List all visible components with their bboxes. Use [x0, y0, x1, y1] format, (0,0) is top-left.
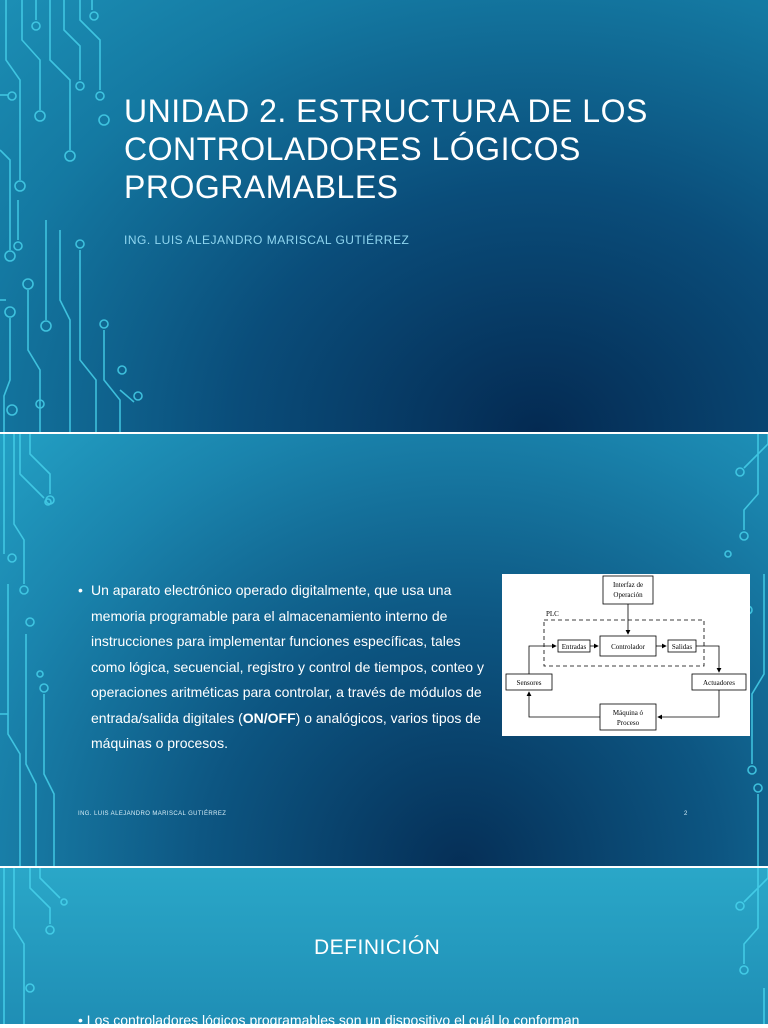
definition-paragraph — [78, 578, 488, 757]
outputs-label: Salidas — [671, 643, 693, 651]
machine-label-line1: Máquina ó — [612, 709, 644, 717]
slide-footer: ING. LUIS ALEJANDRO MARISCAL GUTIÉRREZ — [78, 811, 227, 817]
page-number: 2 — [684, 811, 688, 817]
slide-heading: DEFINICIÓN — [314, 936, 441, 959]
slide-title — [0, 0, 768, 432]
machine-label-line2: Proceso — [616, 719, 640, 727]
circuit-decoration-right — [688, 868, 768, 1024]
on-off-text: ON/OFF — [242, 709, 296, 726]
controller-label: Controlador — [611, 643, 645, 651]
slide-subtitle: ING. LUIS ALEJANDRO MARISCAL GUTIÉRREZ — [124, 233, 410, 247]
definition-text: Un aparato electrónico operado digitalmente, que usa una memoria programable para el almacenamiento interno de instrucciones para implementar funciones específicas, tales como lógica, secuencial, registro y control de tiempos, conteo y operaciones aritméticas para controlar, a través de módulos de entrada/salida digitales ( — [91, 582, 484, 726]
interface-label-line1: Interfaz de — [612, 581, 644, 589]
slide-title-heading: UNIDAD 2. ESTRUCTURA DE LOS CONTROLADORES LÓGICOS PROGRAMABLES — [124, 93, 648, 205]
sensors-label: Sensores — [516, 679, 542, 687]
actuators-label: Actuadores — [703, 679, 735, 687]
circuit-decoration-left — [0, 868, 80, 1024]
definition-paragraph: • Los controladores lógicos programables son un dispositivo el cuál lo conforman — [78, 1012, 580, 1028]
inputs-label: Entradas — [561, 643, 587, 651]
definition-text-end: ) o analógicos, varios tipos de máquinas o procesos. — [91, 709, 481, 751]
interface-label-line2: Operación — [613, 591, 643, 599]
slide-definition-nema — [0, 434, 768, 866]
bullet-icon: • — [78, 582, 83, 598]
circuit-decoration-left — [0, 0, 150, 432]
plc-label: PLC — [546, 610, 559, 618]
circuit-decoration-left — [0, 434, 80, 866]
plc-diagram — [502, 574, 750, 736]
